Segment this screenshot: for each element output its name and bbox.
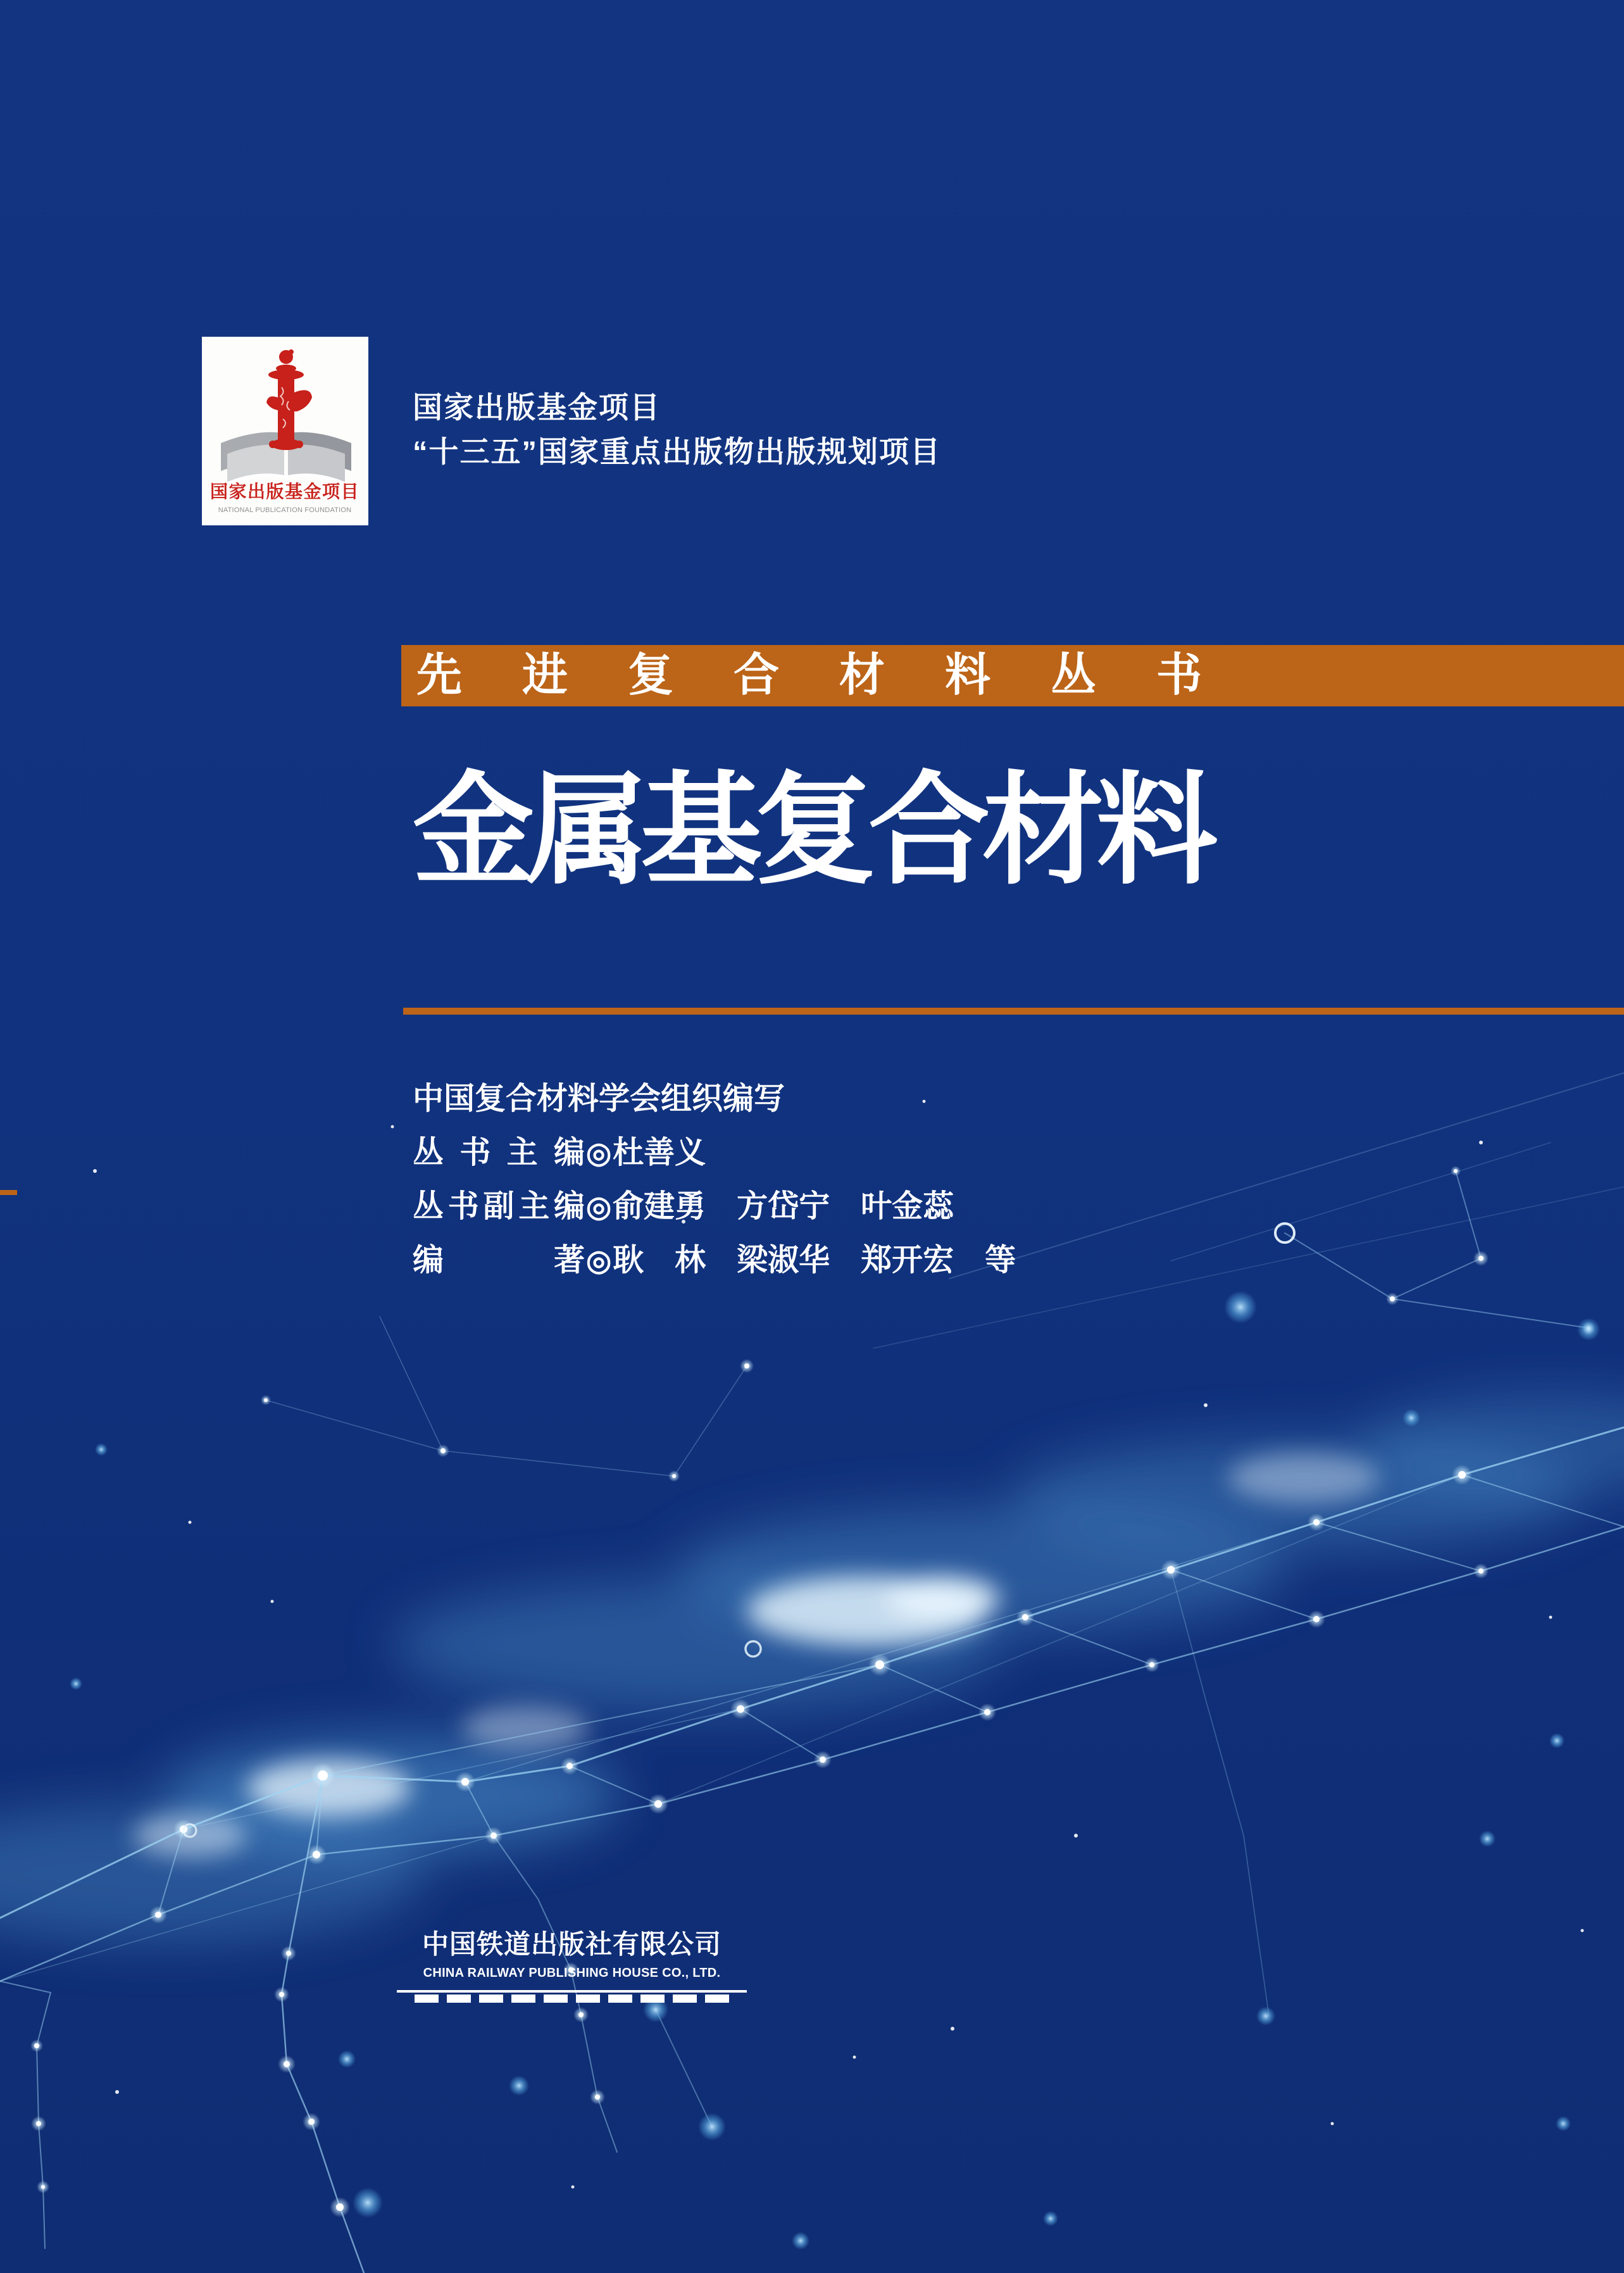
publisher-name-cn: 中国铁道出版社有限公司 (422, 1929, 721, 1959)
role-separator-icon: ◎ (586, 1136, 612, 1169)
deputy-editor-label: 丛书副主编 (413, 1189, 585, 1224)
publisher-name-en: CHINA RAILWAY PUBLISHING HOUSE CO., LTD. (423, 1966, 721, 1980)
track-sleeper (576, 1994, 600, 2003)
series-banner (401, 645, 1624, 706)
spine-accent-mark (0, 1190, 17, 1195)
series-banner-text: 先进复合材料丛书 (416, 650, 1263, 701)
book-title: 金属基复合材料 (413, 759, 1210, 901)
track-sleeper (640, 1994, 665, 2003)
publisher-block (397, 1928, 747, 2003)
logo-cn-text: 国家出版基金项目 (209, 482, 360, 502)
track-sleepers (397, 1994, 747, 2003)
role-separator-icon: ◎ (586, 1244, 612, 1277)
project-line-1: 国家出版基金项目 (413, 391, 661, 424)
project-line-2: “十三五”国家重点出版物出版规划项目 (413, 435, 941, 468)
role-separator-icon: ◎ (586, 1190, 612, 1223)
track-sleeper (544, 1994, 568, 2003)
deputy-editor-names: 俞建勇 方岱宁 叶金蕊 (613, 1189, 954, 1224)
track-sleeper (705, 1994, 729, 2003)
logo-en-text: NATIONAL PUBLICATION FOUNDATION (218, 506, 352, 514)
track-sleeper (415, 1994, 439, 2003)
chief-editor-line (413, 1135, 1016, 1170)
national-publication-foundation-logo (202, 337, 368, 525)
track-rail (397, 1990, 747, 1993)
huabiao-book-emblem (202, 337, 368, 525)
railway-track-graphic (397, 1990, 747, 2003)
track-sleeper (479, 1994, 503, 2003)
deputy-editor-line (413, 1189, 1016, 1224)
chief-editor-label: 丛书主编 (413, 1136, 585, 1170)
organizer-line: 中国复合材料学会组织编写 (413, 1082, 785, 1116)
chief-editor-names: 杜善义 (613, 1136, 706, 1170)
divider-rule (403, 1008, 1624, 1015)
author-editor-line (413, 1243, 1016, 1278)
track-sleeper (447, 1994, 471, 2003)
track-sleeper (608, 1994, 632, 2003)
track-sleeper (511, 1994, 535, 2003)
author-editor-label: 编著 (413, 1243, 585, 1277)
author-editor-names: 耿 林 梁淑华 郑开宏 等 (613, 1243, 1016, 1277)
track-sleeper (673, 1994, 697, 2003)
author-block (413, 1081, 1016, 1296)
